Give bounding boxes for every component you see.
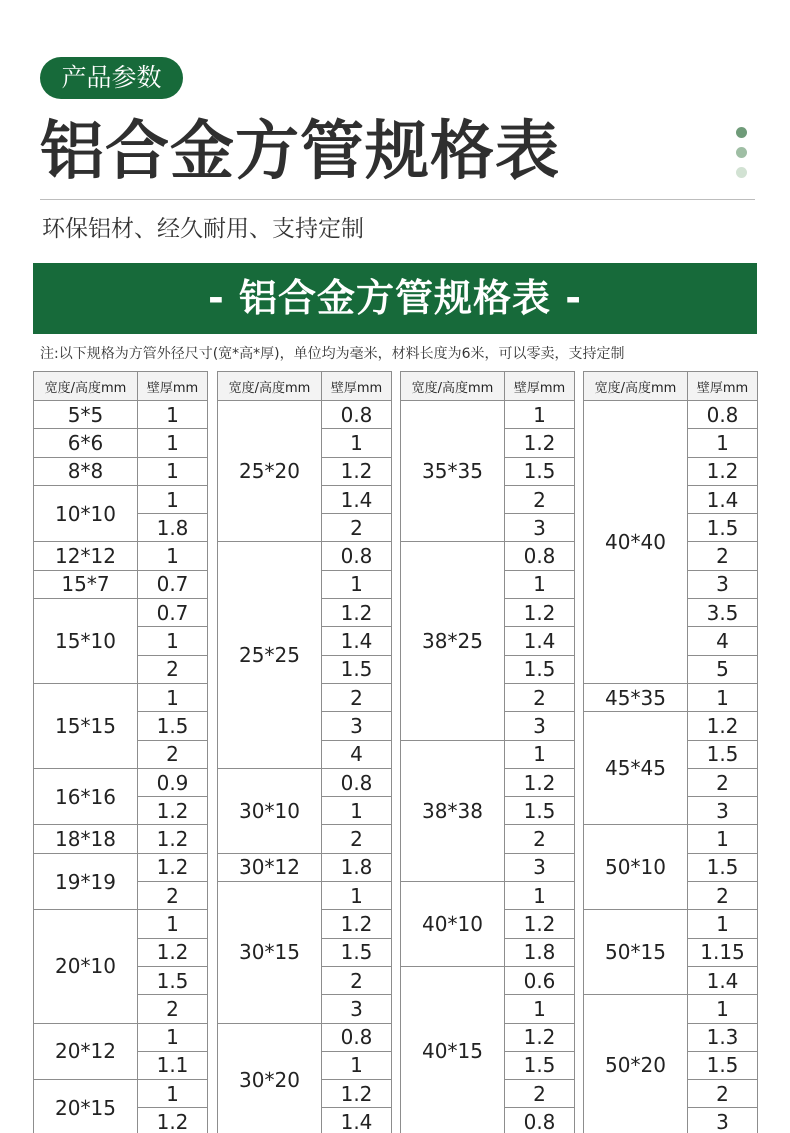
thickness-cell: 0.8 [322, 401, 392, 429]
thickness-cell: 2 [138, 882, 208, 910]
thickness-cell: 1 [322, 429, 392, 457]
size-cell: 40*10 [401, 882, 505, 967]
table-row [401, 966, 575, 994]
thickness-cell: 1.5 [505, 797, 575, 825]
thickness-cell: 2 [688, 768, 758, 796]
table-row [218, 768, 392, 796]
thickness-cell: 0.7 [138, 599, 208, 627]
thickness-cell: 1.2 [688, 712, 758, 740]
table-row [34, 910, 208, 938]
thickness-cell: 1 [688, 683, 758, 711]
table-banner: - 铝合金方管规格表 - [33, 263, 757, 334]
thickness-cell: 1.5 [138, 712, 208, 740]
thickness-cell: 0.8 [505, 542, 575, 570]
thickness-cell: 3 [322, 995, 392, 1023]
thickness-cell: 1 [138, 683, 208, 711]
thickness-cell: 3 [505, 514, 575, 542]
thickness-cell: 1.2 [138, 1108, 208, 1133]
table-row [34, 570, 208, 598]
table-row [401, 882, 575, 910]
header-size: 宽度/高度mm [34, 372, 138, 401]
thickness-cell: 0.7 [138, 570, 208, 598]
size-cell: 15*10 [34, 599, 138, 684]
size-cell: 25*20 [218, 401, 322, 542]
thickness-cell: 2 [688, 1080, 758, 1108]
spec-note: 注:以下规格为方管外径尺寸(宽*高*厚)，单位均为毫米，材料长度为6米，可以零卖，支持定制 [40, 346, 625, 362]
size-cell: 25*25 [218, 542, 322, 768]
thickness-cell: 1 [688, 995, 758, 1023]
header-size: 宽度/高度mm [218, 372, 322, 401]
table-row [584, 910, 758, 938]
thickness-cell: 3 [688, 797, 758, 825]
thickness-cell: 1 [322, 882, 392, 910]
thickness-cell: 1.5 [505, 457, 575, 485]
table-row [34, 1080, 208, 1108]
thickness-cell: 3 [688, 570, 758, 598]
table-header-row [34, 372, 208, 401]
table-header-row [218, 372, 392, 401]
table-row [34, 542, 208, 570]
thickness-cell: 2 [505, 1080, 575, 1108]
thickness-cell: 1.5 [688, 853, 758, 881]
thickness-cell: 1.8 [505, 938, 575, 966]
thickness-cell: 1.4 [688, 966, 758, 994]
thickness-cell: 4 [322, 740, 392, 768]
thickness-cell: 1.4 [505, 627, 575, 655]
size-cell: 45*45 [584, 712, 688, 825]
size-cell: 38*38 [401, 740, 505, 881]
spec-table-1-wrap [33, 371, 208, 1133]
thickness-cell: 2 [505, 485, 575, 513]
header-thickness: 壁厚mm [505, 372, 575, 401]
size-cell: 50*10 [584, 825, 688, 910]
table-row [401, 401, 575, 429]
divider [40, 199, 755, 200]
thickness-cell: 1 [688, 825, 758, 853]
spec-table-4-wrap [583, 371, 758, 1133]
size-cell: 20*15 [34, 1080, 138, 1133]
thickness-cell: 1.2 [138, 853, 208, 881]
spec-table-3 [400, 371, 575, 1133]
thickness-cell: 1.5 [322, 655, 392, 683]
thickness-cell: 1.2 [322, 599, 392, 627]
table-row [34, 683, 208, 711]
table-row [218, 1023, 392, 1051]
thickness-cell: 1 [688, 910, 758, 938]
thickness-cell: 1 [138, 542, 208, 570]
thickness-cell: 2 [138, 995, 208, 1023]
table-row [218, 882, 392, 910]
thickness-cell: 1.2 [505, 1023, 575, 1051]
header-size: 宽度/高度mm [401, 372, 505, 401]
thickness-cell: 1 [138, 1080, 208, 1108]
thickness-cell: 2 [138, 655, 208, 683]
thickness-cell: 3.5 [688, 599, 758, 627]
page-title: 铝合金方管规格表 [40, 115, 560, 189]
thickness-cell: 1.15 [688, 938, 758, 966]
table-row [584, 825, 758, 853]
thickness-cell: 1.2 [322, 910, 392, 938]
thickness-cell: 1 [505, 995, 575, 1023]
thickness-cell: 1 [505, 882, 575, 910]
thickness-cell: 1.4 [322, 485, 392, 513]
thickness-cell: 0.6 [505, 966, 575, 994]
thickness-cell: 1 [138, 429, 208, 457]
thickness-cell: 1 [138, 1023, 208, 1051]
subtitle: 环保铝材、经久耐用、支持定制 [42, 216, 364, 242]
size-cell: 50*15 [584, 910, 688, 995]
spec-table-4 [583, 371, 758, 1133]
size-cell: 19*19 [34, 853, 138, 910]
header-size: 宽度/高度mm [584, 372, 688, 401]
thickness-cell: 1.2 [505, 599, 575, 627]
thickness-cell: 1.5 [688, 514, 758, 542]
section-badge: 产品参数 [40, 57, 183, 99]
thickness-cell: 1.2 [138, 825, 208, 853]
table-header-row [401, 372, 575, 401]
thickness-cell: 2 [505, 683, 575, 711]
thickness-cell: 1 [322, 1051, 392, 1079]
dot-3 [736, 167, 747, 178]
thickness-cell: 2 [322, 683, 392, 711]
thickness-cell: 0.8 [322, 1023, 392, 1051]
thickness-cell: 3 [505, 712, 575, 740]
thickness-cell: 3 [322, 712, 392, 740]
header-thickness: 壁厚mm [138, 372, 208, 401]
thickness-cell: 1 [138, 401, 208, 429]
table-row [34, 853, 208, 881]
thickness-cell: 1.5 [322, 938, 392, 966]
thickness-cell: 0.8 [505, 1108, 575, 1133]
size-cell: 30*20 [218, 1023, 322, 1133]
table-row [34, 485, 208, 513]
table-row [34, 599, 208, 627]
size-cell: 40*40 [584, 401, 688, 684]
thickness-cell: 2 [322, 966, 392, 994]
spec-table-2-wrap [217, 371, 392, 1133]
size-cell: 12*12 [34, 542, 138, 570]
thickness-cell: 1.8 [322, 853, 392, 881]
size-cell: 50*20 [584, 995, 688, 1133]
thickness-cell: 1.2 [322, 457, 392, 485]
table-row [584, 401, 758, 429]
thickness-cell: 2 [688, 882, 758, 910]
thickness-cell: 1.3 [688, 1023, 758, 1051]
table-row [401, 542, 575, 570]
table-row [401, 740, 575, 768]
thickness-cell: 1.2 [138, 938, 208, 966]
size-cell: 38*25 [401, 542, 505, 740]
header-thickness: 壁厚mm [688, 372, 758, 401]
thickness-cell: 3 [688, 1108, 758, 1133]
thickness-cell: 0.8 [322, 768, 392, 796]
thickness-cell: 1.5 [505, 655, 575, 683]
size-cell: 30*15 [218, 882, 322, 1023]
thickness-cell: 1 [505, 740, 575, 768]
table-row [218, 401, 392, 429]
size-cell: 15*15 [34, 683, 138, 768]
size-cell: 8*8 [34, 457, 138, 485]
thickness-cell: 2 [688, 542, 758, 570]
thickness-cell: 2 [505, 825, 575, 853]
thickness-cell: 1.5 [138, 966, 208, 994]
size-cell: 18*18 [34, 825, 138, 853]
thickness-cell: 4 [688, 627, 758, 655]
size-cell: 35*35 [401, 401, 505, 542]
thickness-cell: 1 [138, 485, 208, 513]
spec-table-1 [33, 371, 208, 1133]
table-row [34, 768, 208, 796]
size-cell: 40*15 [401, 966, 505, 1133]
thickness-cell: 1.1 [138, 1051, 208, 1079]
size-cell: 16*16 [34, 768, 138, 825]
thickness-cell: 1 [138, 627, 208, 655]
thickness-cell: 0.8 [322, 542, 392, 570]
thickness-cell: 1 [505, 401, 575, 429]
table-row [34, 429, 208, 457]
thickness-cell: 5 [688, 655, 758, 683]
table-row [34, 401, 208, 429]
table-row [584, 995, 758, 1023]
thickness-cell: 1.2 [505, 429, 575, 457]
thickness-cell: 1.5 [505, 1051, 575, 1079]
size-cell: 10*10 [34, 485, 138, 542]
thickness-cell: 1.4 [322, 627, 392, 655]
thickness-cell: 1.2 [322, 1080, 392, 1108]
thickness-cell: 1 [322, 570, 392, 598]
thickness-cell: 1 [138, 457, 208, 485]
thickness-cell: 1.5 [688, 1051, 758, 1079]
dot-2 [736, 147, 747, 158]
thickness-cell: 1.8 [138, 514, 208, 542]
size-cell: 5*5 [34, 401, 138, 429]
table-row [218, 542, 392, 570]
thickness-cell: 1.2 [505, 910, 575, 938]
thickness-cell: 2 [138, 740, 208, 768]
table-row [34, 457, 208, 485]
table-row [218, 853, 392, 881]
thickness-cell: 1 [505, 570, 575, 598]
thickness-cell: 3 [505, 853, 575, 881]
dot-1 [736, 127, 747, 138]
thickness-cell: 1.4 [688, 485, 758, 513]
thickness-cell: 1.4 [322, 1108, 392, 1133]
thickness-cell: 2 [322, 825, 392, 853]
header-thickness: 壁厚mm [322, 372, 392, 401]
thickness-cell: 1.5 [688, 740, 758, 768]
size-cell: 30*10 [218, 768, 322, 853]
table-row [584, 683, 758, 711]
thickness-cell: 2 [322, 514, 392, 542]
thickness-cell: 1 [138, 910, 208, 938]
spec-table-3-wrap [400, 371, 575, 1133]
spec-table-2 [217, 371, 392, 1133]
thickness-cell: 0.8 [688, 401, 758, 429]
size-cell: 45*35 [584, 683, 688, 711]
table-row [34, 825, 208, 853]
thickness-cell: 0.9 [138, 768, 208, 796]
size-cell: 20*12 [34, 1023, 138, 1080]
table-header-row [584, 372, 758, 401]
thickness-cell: 1 [322, 797, 392, 825]
size-cell: 30*12 [218, 853, 322, 881]
thickness-cell: 1.2 [505, 768, 575, 796]
thickness-cell: 1.2 [138, 797, 208, 825]
thickness-cell: 1.2 [688, 457, 758, 485]
thickness-cell: 1 [688, 429, 758, 457]
size-cell: 15*7 [34, 570, 138, 598]
table-row [584, 712, 758, 740]
table-row [34, 1023, 208, 1051]
size-cell: 20*10 [34, 910, 138, 1023]
decorative-dots [736, 127, 748, 187]
size-cell: 6*6 [34, 429, 138, 457]
